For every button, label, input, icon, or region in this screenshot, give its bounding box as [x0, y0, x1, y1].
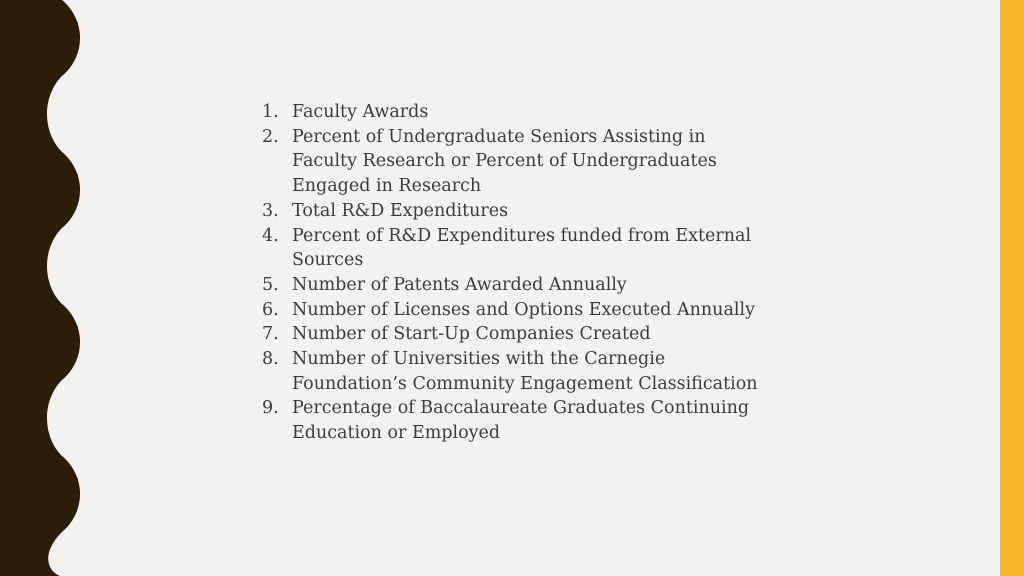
list-item: [262, 224, 782, 273]
list-item: [262, 273, 782, 298]
list-item: [262, 347, 782, 396]
list-item: [262, 100, 782, 125]
list-item-text: Total R&D Expenditures: [292, 200, 509, 221]
list-item: [262, 199, 782, 224]
list-item-number: 3.: [262, 200, 279, 221]
list-item-number: 8.: [262, 349, 279, 370]
list-item-number: 1.: [262, 102, 279, 122]
list-item-number: 4.: [262, 225, 279, 246]
list-item-number: 7.: [262, 324, 279, 345]
list-item: [262, 298, 782, 323]
list-item: [262, 322, 782, 347]
list-item-text: Number of Licenses and Options Executed Annually: [292, 299, 755, 320]
accent-bar: [1000, 0, 1024, 576]
list-item-text: Percentage of Baccalaureate Graduates Continuing Education or Employed: [292, 398, 750, 444]
wavy-border-decoration: [0, 0, 90, 576]
list-item: [262, 396, 782, 445]
content-area: [262, 100, 782, 446]
list-item: [262, 125, 782, 199]
metrics-list: [262, 100, 782, 446]
list-item-number: 9.: [262, 398, 279, 419]
list-item-text: Number of Universities with the Carnegie Foundation’s Community Engagement Classification: [292, 349, 758, 394]
list-item-text: Number of Patents Awarded Annually: [292, 274, 627, 295]
list-item-text: Faculty Awards: [292, 102, 429, 122]
list-item-number: 5.: [262, 274, 279, 295]
list-item-text: Percent of R&D Expenditures funded from External Sources: [292, 225, 752, 271]
list-item-text: Number of Start-Up Companies Created: [292, 324, 651, 345]
list-item-number: 2.: [262, 126, 279, 147]
list-item-text: Percent of Undergraduate Seniors Assisting in Faculty Research or Percent of Undergraduates Engaged in Research: [292, 126, 717, 197]
list-item-number: 6.: [262, 299, 279, 320]
